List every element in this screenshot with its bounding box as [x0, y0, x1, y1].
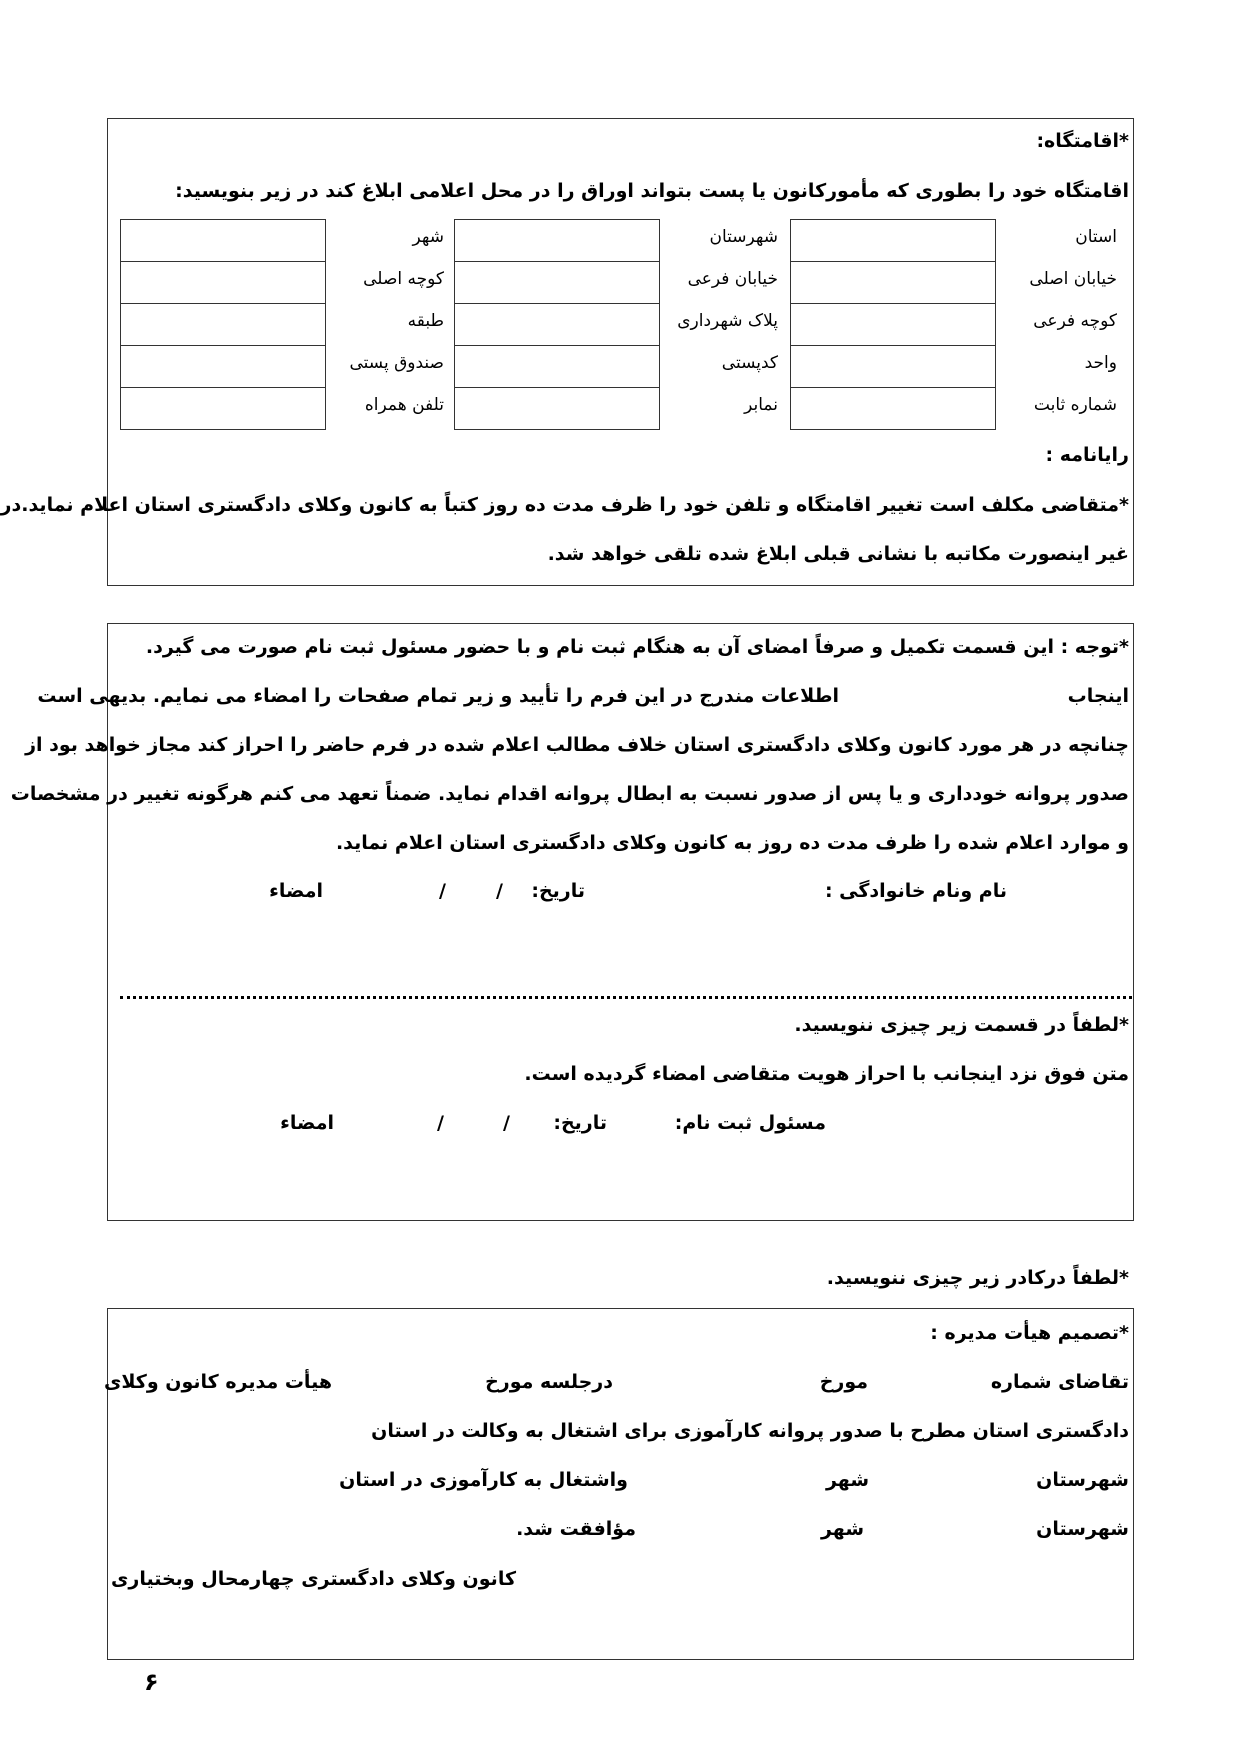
request-dated-label: مورخ [819, 1371, 868, 1393]
residence-instruction: اقامتگاه خود را بطوری که مأمورکانون یا پست بتواند اوراق را در محل اعلامی ابلاغ کند در زیر بنویسید: [175, 180, 1129, 202]
county-label-2: شهرستان [1036, 1518, 1129, 1540]
residence-notice-line1: *متقاضی مکلف است تغییر اقامتگاه و تلفن خود را ظرف مدت ده روز کتباً به کانون وکلای دادگستری استان اعلام نماید.در [0, 494, 1129, 516]
registrar-date-slash-1: / [503, 1112, 510, 1134]
field-input-landline[interactable] [790, 387, 996, 430]
board-of-label: هیأت مدیره کانون وکلای [103, 1371, 332, 1393]
field-label-main-street: خیابان اصلی [1029, 269, 1117, 289]
applicant-signature-label: امضاء [269, 880, 323, 902]
dotted-separator [120, 996, 1132, 999]
field-input-city[interactable] [120, 219, 326, 262]
declaration-note: *توجه : این قسمت تکمیل و صرفاً امضای آن به هنگام ثبت نام و با حضور مسئول ثبت نام صورت می گیرد. [145, 636, 1129, 658]
city-label-2: شهر [820, 1518, 864, 1540]
field-label-municipal-plate: پلاک شهرداری [677, 311, 778, 331]
declaration-line1-start: اینجاب [1067, 685, 1129, 707]
registrar-date-label: تاریخ: [553, 1112, 607, 1134]
field-label-fax: نمابر [744, 395, 778, 415]
field-label-side-alley: کوچه فرعی [1033, 311, 1117, 331]
declaration-line3: صدور پروانه خودداری و یا پس از صدور نسبت به ابطال پروانه اقدام نماید. ضمناً تعهد می کنم هرگونه تغییر در مشخصات [10, 783, 1129, 805]
declaration-line4: و موارد اعلام شده را ظرف مدت ده روز به کانون وکلای دادگستری استان اعلام نماید. [335, 832, 1129, 854]
field-input-county[interactable] [454, 219, 660, 262]
field-label-landline: شماره ثابت [1033, 395, 1117, 415]
field-input-main-street[interactable] [790, 261, 996, 304]
field-label-province: استان [1075, 227, 1117, 247]
residence-title: *اقامتگاه: [1036, 130, 1129, 152]
please-do-not-write-note: *لطفاً در قسمت زیر چیزی ننویسید. [794, 1014, 1129, 1036]
county-label-1: شهرستان [1036, 1469, 1129, 1491]
field-input-side-street[interactable] [454, 261, 660, 304]
applicant-name-label: نام ونام خانوادگی : [824, 880, 1007, 902]
registrar-label: مسئول ثبت نام: [674, 1112, 826, 1134]
agreed-label: مؤافقت شد. [516, 1518, 636, 1540]
field-label-side-street: خیابان فرعی [687, 269, 778, 289]
residence-notice-line2: غیر اینصورت مکاتبه با نشانی قبلی ابلاغ شده تلقی خواهد شد. [547, 543, 1129, 565]
meeting-dated-label: درجلسه مورخ [485, 1371, 613, 1393]
field-input-municipal-plate[interactable] [454, 303, 660, 346]
field-input-fax[interactable] [454, 387, 660, 430]
field-input-main-alley[interactable] [120, 261, 326, 304]
field-input-po-box[interactable] [120, 345, 326, 388]
field-input-unit[interactable] [790, 345, 996, 388]
field-input-province[interactable] [790, 219, 996, 262]
internship-label: واشتغال به کارآموزی در استان [339, 1469, 628, 1491]
field-input-floor[interactable] [120, 303, 326, 346]
declaration-line2: چنانچه در هر مورد کانون وکلای دادگستری استان خلاف مطالب اعلام شده در فرم حاضر را احراز کند مجاز خواهد بود از [25, 734, 1129, 756]
field-input-mobile[interactable] [120, 387, 326, 430]
board-line2: دادگستری استان مطرح با صدور پروانه کارآموزی برای اشتغال به وکالت در استان [371, 1420, 1129, 1442]
declaration-section [107, 623, 1134, 1221]
bar-association-name: کانون وکلای دادگستری چهارمحال وبختیاری [110, 1568, 516, 1590]
registrar-signature-label: امضاء [280, 1112, 334, 1134]
field-input-side-alley[interactable] [790, 303, 996, 346]
field-label-main-alley: کوچه اصلی [363, 269, 444, 289]
verification-text: متن فوق نزد اینجانب با احراز هویت متقاضی امضاء گردیده است. [524, 1063, 1129, 1085]
email-label: رایانامه : [1045, 444, 1129, 466]
field-label-county: شهرستان [709, 227, 778, 247]
field-label-postal-code: کدپستی [721, 353, 778, 373]
field-label-po-box: صندوق پستی [349, 353, 444, 373]
applicant-date-slash-1: / [496, 880, 503, 902]
field-input-postal-code[interactable] [454, 345, 660, 388]
board-outside-note: *لطفاً درکادر زیر چیزی ننویسید. [826, 1267, 1129, 1289]
field-label-floor: طبقه [407, 311, 444, 331]
field-label-city: شهر [412, 227, 444, 247]
field-label-mobile: تلفن همراه [364, 395, 444, 415]
board-decision-title: *تصمیم هیأت مدیره : [930, 1322, 1129, 1344]
page-number: ۶ [144, 1668, 159, 1696]
applicant-date-slash-2: / [439, 880, 446, 902]
registrar-date-slash-2: / [437, 1112, 444, 1134]
applicant-date-label: تاریخ: [531, 880, 585, 902]
declaration-line1-rest: اطلاعات مندرج در این فرم را تأیید و زیر تمام صفحات را امضاء می نمایم. بدیهی است [37, 685, 839, 707]
request-number-label: تقاضای شماره [990, 1371, 1129, 1393]
city-label-1: شهر [825, 1469, 869, 1491]
field-label-unit: واحد [1084, 353, 1117, 373]
